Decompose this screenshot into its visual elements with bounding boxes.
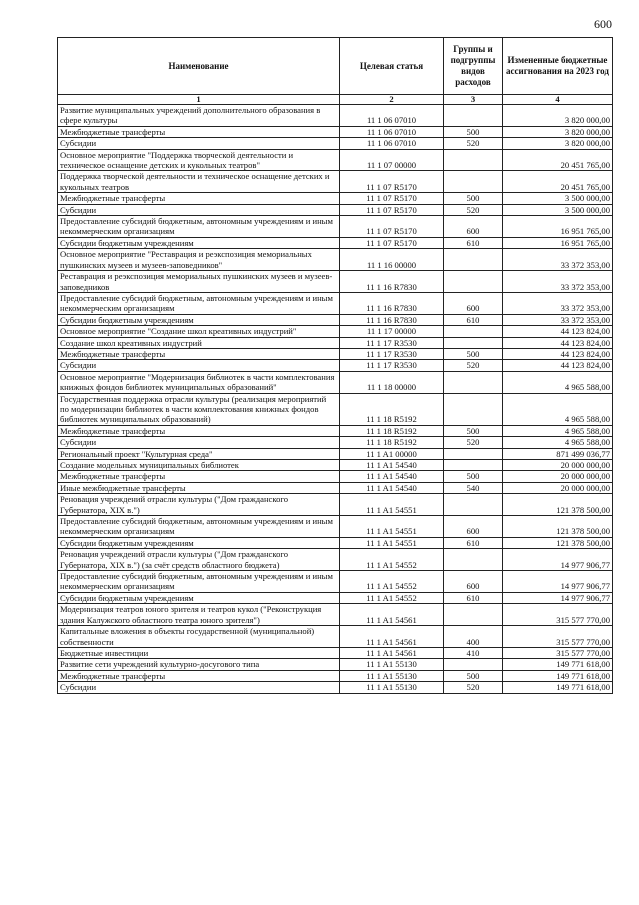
row-target-code: 11 1 16 00000 bbox=[340, 249, 444, 271]
table-row bbox=[58, 592, 613, 603]
row-amount: 4 965 588,00 bbox=[503, 425, 613, 436]
row-name: Предоставление субсидий бюджетным, автономным учреждениям и иным некоммерческим организациям bbox=[58, 571, 340, 593]
table-row bbox=[58, 647, 613, 658]
row-amount: 20 000 000,00 bbox=[503, 471, 613, 482]
table-row bbox=[58, 105, 613, 127]
row-expense-group: 410 bbox=[444, 647, 503, 658]
row-name: Субсидии бюджетным учреждениям bbox=[58, 314, 340, 325]
row-expense-group: 500 bbox=[444, 425, 503, 436]
table-row bbox=[58, 371, 613, 393]
row-name: Основное мероприятие "Реставрация и реэкспозиция мемориальных пушкинских музеев и музеев-заповедников" bbox=[58, 249, 340, 271]
header-group: Группы и подгруппы видов расходов bbox=[444, 38, 503, 95]
table-row bbox=[58, 460, 613, 471]
row-expense-group: 610 bbox=[444, 314, 503, 325]
row-expense-group: 600 bbox=[444, 292, 503, 314]
row-name: Развитие сети учреждений культурно-досугового типа bbox=[58, 659, 340, 670]
row-expense-group bbox=[444, 326, 503, 337]
table-row bbox=[58, 149, 613, 171]
table-row bbox=[58, 482, 613, 493]
row-target-code: 11 1 07 R5170 bbox=[340, 216, 444, 238]
row-target-code: 11 1 16 R7830 bbox=[340, 292, 444, 314]
table-row bbox=[58, 249, 613, 271]
row-expense-group bbox=[444, 448, 503, 459]
row-amount: 3 820 000,00 bbox=[503, 126, 613, 137]
row-target-code: 11 1 07 R5170 bbox=[340, 193, 444, 204]
row-target-code: 11 1 A1 54540 bbox=[340, 460, 444, 471]
row-name: Предоставление субсидий бюджетным, автономным учреждениям и иным некоммерческим организациям bbox=[58, 216, 340, 238]
row-target-code: 11 1 A1 54551 bbox=[340, 537, 444, 548]
table-row bbox=[58, 659, 613, 670]
row-name: Иные межбюджетные трансферты bbox=[58, 482, 340, 493]
table-row bbox=[58, 626, 613, 648]
row-expense-group: 500 bbox=[444, 348, 503, 359]
header-code: Целевая статья bbox=[340, 38, 444, 95]
row-target-code: 11 1 07 00000 bbox=[340, 149, 444, 171]
row-name: Основное мероприятие "Создание школ креативных индустрий" bbox=[58, 326, 340, 337]
row-name: Поддержка творческой деятельности и техническое оснащение детских и кукольных театров bbox=[58, 171, 340, 193]
row-expense-group bbox=[444, 271, 503, 293]
table-row bbox=[58, 138, 613, 149]
row-name: Межбюджетные трансферты bbox=[58, 348, 340, 359]
row-target-code: 11 1 18 R5192 bbox=[340, 393, 444, 425]
table-row bbox=[58, 314, 613, 325]
row-expense-group: 610 bbox=[444, 592, 503, 603]
row-expense-group: 610 bbox=[444, 537, 503, 548]
table-row bbox=[58, 348, 613, 359]
row-expense-group: 520 bbox=[444, 437, 503, 448]
row-name: Субсидии bbox=[58, 682, 340, 693]
column-number: 1 bbox=[58, 95, 340, 105]
table-row bbox=[58, 271, 613, 293]
row-expense-group: 600 bbox=[444, 571, 503, 593]
row-expense-group: 500 bbox=[444, 193, 503, 204]
row-expense-group: 540 bbox=[444, 482, 503, 493]
row-target-code: 11 1 A1 55130 bbox=[340, 670, 444, 681]
header-name: Наименование bbox=[58, 38, 340, 95]
row-target-code: 11 1 17 00000 bbox=[340, 326, 444, 337]
row-amount: 14 977 906,77 bbox=[503, 592, 613, 603]
row-expense-group: 520 bbox=[444, 682, 503, 693]
table-row bbox=[58, 425, 613, 436]
row-target-code: 11 1 18 R5192 bbox=[340, 425, 444, 436]
row-name: Межбюджетные трансферты bbox=[58, 193, 340, 204]
column-number: 2 bbox=[340, 95, 444, 105]
row-target-code: 11 1 A1 54540 bbox=[340, 482, 444, 493]
row-amount: 14 977 906,77 bbox=[503, 571, 613, 593]
row-target-code: 11 1 17 R3530 bbox=[340, 360, 444, 371]
row-name: Субсидии bbox=[58, 360, 340, 371]
row-amount: 14 977 906,77 bbox=[503, 549, 613, 571]
row-target-code: 11 1 A1 55130 bbox=[340, 682, 444, 693]
row-name: Субсидии бюджетным учреждениям bbox=[58, 592, 340, 603]
row-expense-group: 600 bbox=[444, 516, 503, 538]
row-name: Модернизация театров юного зрителя и театров кукол ("Реконструкция здания Калужского областного театра юного зрителя") bbox=[58, 604, 340, 626]
row-target-code: 11 1 18 R5192 bbox=[340, 437, 444, 448]
row-target-code: 11 1 06 07010 bbox=[340, 126, 444, 137]
row-amount: 3 500 000,00 bbox=[503, 204, 613, 215]
row-expense-group bbox=[444, 249, 503, 271]
row-name: Субсидии bbox=[58, 138, 340, 149]
row-name: Предоставление субсидий бюджетным, автономным учреждениям и иным некоммерческим организациям bbox=[58, 292, 340, 314]
row-target-code: 11 1 A1 54561 bbox=[340, 604, 444, 626]
row-amount: 16 951 765,00 bbox=[503, 216, 613, 238]
budget-table bbox=[57, 37, 613, 694]
row-name: Субсидии bbox=[58, 437, 340, 448]
table-row bbox=[58, 549, 613, 571]
row-target-code: 11 1 A1 54551 bbox=[340, 494, 444, 516]
row-target-code: 11 1 07 R5170 bbox=[340, 237, 444, 248]
row-expense-group bbox=[444, 149, 503, 171]
row-name: Межбюджетные трансферты bbox=[58, 670, 340, 681]
table-row bbox=[58, 516, 613, 538]
row-expense-group: 500 bbox=[444, 126, 503, 137]
table-row bbox=[58, 216, 613, 238]
table-row bbox=[58, 326, 613, 337]
row-target-code: 11 1 A1 55130 bbox=[340, 659, 444, 670]
table-row bbox=[58, 448, 613, 459]
row-expense-group bbox=[444, 604, 503, 626]
row-amount: 33 372 353,00 bbox=[503, 271, 613, 293]
row-expense-group bbox=[444, 494, 503, 516]
row-amount: 149 771 618,00 bbox=[503, 659, 613, 670]
table-row bbox=[58, 393, 613, 425]
row-amount: 20 000 000,00 bbox=[503, 460, 613, 471]
row-expense-group bbox=[444, 460, 503, 471]
header-row bbox=[58, 38, 613, 95]
table-row bbox=[58, 670, 613, 681]
row-target-code: 11 1 16 R7830 bbox=[340, 314, 444, 325]
table-row bbox=[58, 171, 613, 193]
row-amount: 871 499 036,77 bbox=[503, 448, 613, 459]
page-number: 600 bbox=[594, 17, 612, 31]
row-target-code: 11 1 A1 54552 bbox=[340, 592, 444, 603]
table-row bbox=[58, 682, 613, 693]
row-name: Создание школ креативных индустрий bbox=[58, 337, 340, 348]
row-amount: 16 951 765,00 bbox=[503, 237, 613, 248]
row-expense-group: 520 bbox=[444, 204, 503, 215]
row-name: Государственная поддержка отрасли культуры (реализация мероприятий по модернизации библиотек в части комплектования книжных фондов библиотек муниципальных образований) bbox=[58, 393, 340, 425]
table-row bbox=[58, 204, 613, 215]
row-target-code: 11 1 A1 54552 bbox=[340, 571, 444, 593]
row-amount: 315 577 770,00 bbox=[503, 626, 613, 648]
row-amount: 20 451 765,00 bbox=[503, 149, 613, 171]
row-name: Межбюджетные трансферты bbox=[58, 471, 340, 482]
row-name: Предоставление субсидий бюджетным, автономным учреждениям и иным некоммерческим организациям bbox=[58, 516, 340, 538]
row-name: Реставрация и реэкспозиция мемориальных пушкинских музеев и музеев-заповедников bbox=[58, 271, 340, 293]
row-amount: 315 577 770,00 bbox=[503, 647, 613, 658]
row-amount: 20 451 765,00 bbox=[503, 171, 613, 193]
row-name: Бюджетные инвестиции bbox=[58, 647, 340, 658]
row-amount: 33 372 353,00 bbox=[503, 292, 613, 314]
row-target-code: 11 1 A1 54540 bbox=[340, 471, 444, 482]
table-row bbox=[58, 437, 613, 448]
row-target-code: 11 1 A1 54551 bbox=[340, 516, 444, 538]
table-row bbox=[58, 494, 613, 516]
row-expense-group bbox=[444, 393, 503, 425]
row-name: Реновация учреждений отрасли культуры ("Дом гражданского Губернатора, XIX в.") bbox=[58, 494, 340, 516]
row-amount: 4 965 588,00 bbox=[503, 371, 613, 393]
row-expense-group bbox=[444, 171, 503, 193]
row-amount: 33 372 353,00 bbox=[503, 314, 613, 325]
table-row bbox=[58, 537, 613, 548]
row-amount: 4 965 588,00 bbox=[503, 437, 613, 448]
row-target-code: 11 1 06 07010 bbox=[340, 138, 444, 149]
row-expense-group bbox=[444, 549, 503, 571]
row-amount: 121 378 500,00 bbox=[503, 516, 613, 538]
row-expense-group: 600 bbox=[444, 216, 503, 238]
row-amount: 44 123 824,00 bbox=[503, 348, 613, 359]
row-expense-group bbox=[444, 371, 503, 393]
row-name: Субсидии бюджетным учреждениям bbox=[58, 537, 340, 548]
row-target-code: 11 1 06 07010 bbox=[340, 105, 444, 127]
table-row bbox=[58, 126, 613, 137]
column-number-row bbox=[58, 95, 613, 105]
row-name: Создание модельных муниципальных библиотек bbox=[58, 460, 340, 471]
column-number: 3 bbox=[444, 95, 503, 105]
table-row bbox=[58, 471, 613, 482]
row-target-code: 11 1 A1 54561 bbox=[340, 626, 444, 648]
row-target-code: 11 1 07 R5170 bbox=[340, 204, 444, 215]
row-expense-group: 500 bbox=[444, 670, 503, 681]
row-amount: 121 378 500,00 bbox=[503, 494, 613, 516]
table-row bbox=[58, 604, 613, 626]
row-expense-group: 610 bbox=[444, 237, 503, 248]
table-row bbox=[58, 292, 613, 314]
row-amount: 3 820 000,00 bbox=[503, 105, 613, 127]
row-target-code: 11 1 17 R3530 bbox=[340, 348, 444, 359]
row-target-code: 11 1 16 R7830 bbox=[340, 271, 444, 293]
table-row bbox=[58, 360, 613, 371]
column-number: 4 bbox=[503, 95, 613, 105]
row-amount: 44 123 824,00 bbox=[503, 360, 613, 371]
row-target-code: 11 1 A1 54561 bbox=[340, 647, 444, 658]
row-expense-group bbox=[444, 659, 503, 670]
row-amount: 20 000 000,00 bbox=[503, 482, 613, 493]
row-amount: 315 577 770,00 bbox=[503, 604, 613, 626]
row-name: Субсидии бюджетным учреждениям bbox=[58, 237, 340, 248]
row-target-code: 11 1 17 R3530 bbox=[340, 337, 444, 348]
row-amount: 4 965 588,00 bbox=[503, 393, 613, 425]
row-expense-group: 500 bbox=[444, 471, 503, 482]
row-amount: 33 372 353,00 bbox=[503, 249, 613, 271]
row-name: Капитальные вложения в объекты государственной (муниципальной) собственности bbox=[58, 626, 340, 648]
row-target-code: 11 1 18 00000 bbox=[340, 371, 444, 393]
row-amount: 44 123 824,00 bbox=[503, 337, 613, 348]
row-amount: 121 378 500,00 bbox=[503, 537, 613, 548]
table-row bbox=[58, 571, 613, 593]
row-expense-group bbox=[444, 105, 503, 127]
table-row bbox=[58, 337, 613, 348]
table-row bbox=[58, 193, 613, 204]
row-expense-group: 520 bbox=[444, 360, 503, 371]
row-name: Региональный проект "Культурная среда" bbox=[58, 448, 340, 459]
row-name: Реновация учреждений отрасли культуры ("Дом гражданского Губернатора, XIX в.") (за счёт средств областного бюджета) bbox=[58, 549, 340, 571]
row-amount: 149 771 618,00 bbox=[503, 670, 613, 681]
row-name: Основное мероприятие "Модернизация библиотек в части комплектования книжных фондов библиотек муниципальных образований" bbox=[58, 371, 340, 393]
row-amount: 44 123 824,00 bbox=[503, 326, 613, 337]
row-name: Межбюджетные трансферты bbox=[58, 425, 340, 436]
row-amount: 149 771 618,00 bbox=[503, 682, 613, 693]
row-name: Основное мероприятие "Поддержка творческой деятельности и техническое оснащение детских и кукольных театров" bbox=[58, 149, 340, 171]
row-target-code: 11 1 07 R5170 bbox=[340, 171, 444, 193]
row-expense-group: 520 bbox=[444, 138, 503, 149]
table-row bbox=[58, 237, 613, 248]
row-amount: 3 500 000,00 bbox=[503, 193, 613, 204]
row-expense-group bbox=[444, 337, 503, 348]
row-target-code: 11 1 A1 00000 bbox=[340, 448, 444, 459]
row-amount: 3 820 000,00 bbox=[503, 138, 613, 149]
row-name: Межбюджетные трансферты bbox=[58, 126, 340, 137]
row-name: Развитие муниципальных учреждений дополнительного образования в сфере культуры bbox=[58, 105, 340, 127]
header-amount: Измененные бюджетные ассигнования на 2023 год bbox=[503, 38, 613, 95]
row-target-code: 11 1 A1 54552 bbox=[340, 549, 444, 571]
row-expense-group: 400 bbox=[444, 626, 503, 648]
row-name: Субсидии bbox=[58, 204, 340, 215]
